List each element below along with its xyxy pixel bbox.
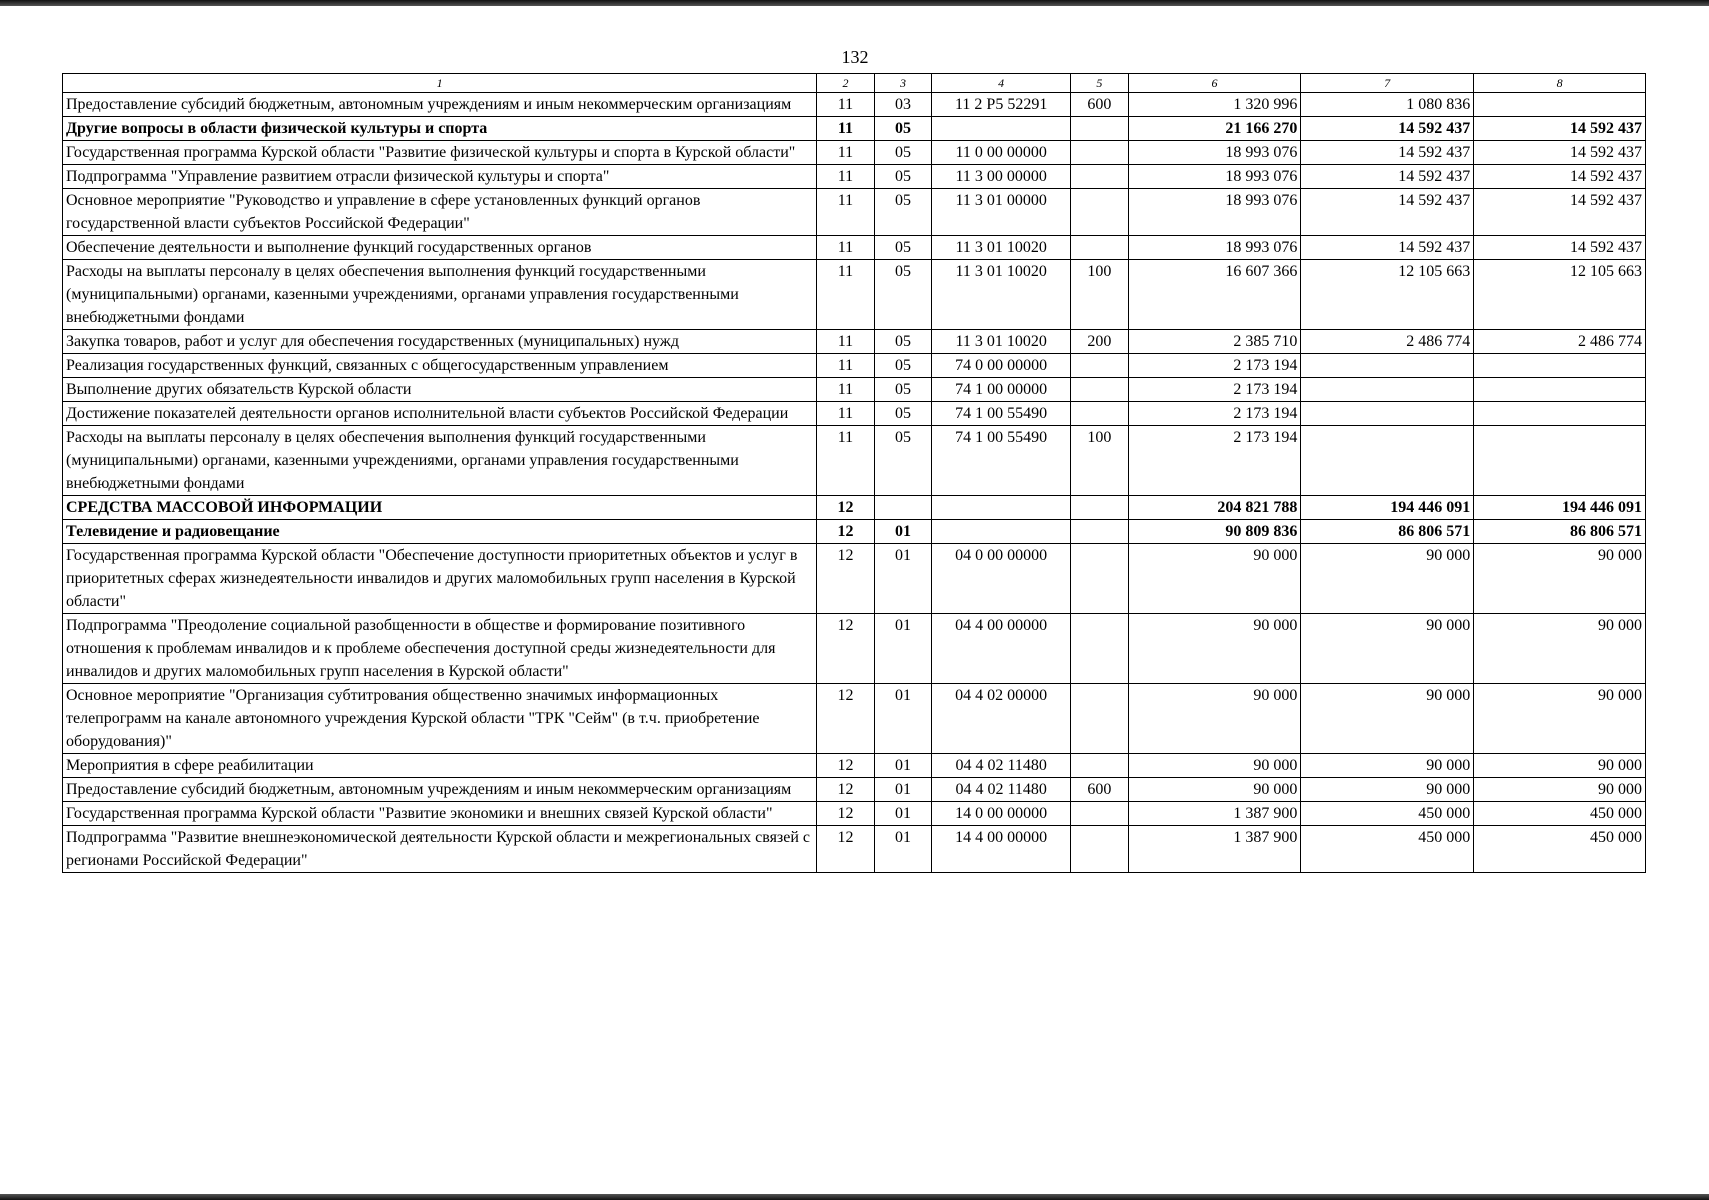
row-name: Предоставление субсидий бюджетным, автономным учреждениям и иным некоммерческим организациям [63, 778, 817, 802]
expense-type-code [1071, 802, 1129, 826]
section-code: 11 [817, 402, 875, 426]
amount-col-7: 90 000 [1301, 778, 1474, 802]
expense-type-code [1071, 614, 1129, 684]
table-row [63, 260, 1646, 330]
expense-type-code: 600 [1071, 93, 1129, 117]
row-name: СРЕДСТВА МАССОВОЙ ИНФОРМАЦИИ [63, 496, 817, 520]
amount-col-8: 450 000 [1474, 802, 1646, 826]
section-code: 12 [817, 826, 875, 873]
row-name: Мероприятия в сфере реабилитации [63, 754, 817, 778]
amount-col-8: 90 000 [1474, 778, 1646, 802]
amount-col-8: 86 806 571 [1474, 520, 1646, 544]
amount-col-7: 14 592 437 [1301, 165, 1474, 189]
section-code: 11 [817, 165, 875, 189]
amount-col-6: 90 000 [1128, 684, 1301, 754]
expense-type-code [1071, 402, 1129, 426]
target-article-code: 74 1 00 55490 [932, 426, 1071, 496]
column-number: 6 [1128, 74, 1301, 93]
section-code: 12 [817, 544, 875, 614]
row-name: Подпрограмма "Управление развитием отрасли физической культуры и спорта" [63, 165, 817, 189]
scan-edge-bottom [0, 1194, 1709, 1200]
subsection-code: 05 [874, 165, 932, 189]
section-code: 11 [817, 378, 875, 402]
amount-col-7: 12 105 663 [1301, 260, 1474, 330]
budget-sheet [62, 73, 1646, 873]
row-name: Другие вопросы в области физической культуры и спорта [63, 117, 817, 141]
subsection-code: 01 [874, 826, 932, 873]
section-code: 12 [817, 496, 875, 520]
amount-col-7: 1 080 836 [1301, 93, 1474, 117]
subsection-code: 01 [874, 802, 932, 826]
target-article-code: 11 3 00 00000 [932, 165, 1071, 189]
amount-col-7: 450 000 [1301, 826, 1474, 873]
row-name: Подпрограмма "Развитие внешнеэкономической деятельности Курской области и межрегиональных связей с регионами Российской Федерации" [63, 826, 817, 873]
row-name: Подпрограмма "Преодоление социальной разобщенности в обществе и формирование позитивного отношения к проблемам инвалидов и к проблеме обеспечения доступной среды жизнедеятельности для инвалидов и других маломобильных групп населения в Курской области" [63, 614, 817, 684]
page-number: 132 [841, 47, 869, 67]
amount-col-7 [1301, 354, 1474, 378]
section-code: 12 [817, 684, 875, 754]
expense-type-code: 100 [1071, 426, 1129, 496]
target-article-code: 11 3 01 10020 [932, 260, 1071, 330]
column-number: 1 [63, 74, 817, 93]
subsection-code: 01 [874, 544, 932, 614]
amount-col-7 [1301, 378, 1474, 402]
table-row [63, 496, 1646, 520]
expense-type-code [1071, 189, 1129, 236]
section-code: 11 [817, 330, 875, 354]
amount-col-6: 1 387 900 [1128, 802, 1301, 826]
subsection-code: 01 [874, 778, 932, 802]
amount-col-6: 1 387 900 [1128, 826, 1301, 873]
amount-col-7 [1301, 426, 1474, 496]
amount-col-8: 90 000 [1474, 544, 1646, 614]
amount-col-8: 90 000 [1474, 614, 1646, 684]
expense-type-code [1071, 826, 1129, 873]
amount-col-6: 2 173 194 [1128, 402, 1301, 426]
table-row [63, 520, 1646, 544]
target-article-code: 04 4 00 00000 [932, 614, 1071, 684]
amount-col-6: 90 000 [1128, 544, 1301, 614]
amount-col-8: 12 105 663 [1474, 260, 1646, 330]
amount-col-7: 86 806 571 [1301, 520, 1474, 544]
amount-col-7: 14 592 437 [1301, 189, 1474, 236]
amount-col-6: 2 173 194 [1128, 426, 1301, 496]
table-row [63, 778, 1646, 802]
expense-type-code: 600 [1071, 778, 1129, 802]
expense-type-code: 100 [1071, 260, 1129, 330]
target-article-code: 11 3 01 00000 [932, 189, 1071, 236]
subsection-code: 01 [874, 754, 932, 778]
expense-type-code [1071, 354, 1129, 378]
target-article-code: 74 1 00 55490 [932, 402, 1071, 426]
table-row [63, 826, 1646, 873]
table-row [63, 117, 1646, 141]
amount-col-7: 14 592 437 [1301, 236, 1474, 260]
table-row [63, 165, 1646, 189]
amount-col-8: 14 592 437 [1474, 236, 1646, 260]
amount-col-7: 90 000 [1301, 684, 1474, 754]
subsection-code: 05 [874, 354, 932, 378]
expense-type-code [1071, 165, 1129, 189]
target-article-code: 11 2 P5 52291 [932, 93, 1071, 117]
subsection-code: 05 [874, 330, 932, 354]
amount-col-6: 21 166 270 [1128, 117, 1301, 141]
table-row [63, 544, 1646, 614]
amount-col-7: 90 000 [1301, 754, 1474, 778]
target-article-code: 11 3 01 10020 [932, 236, 1071, 260]
subsection-code: 01 [874, 520, 932, 544]
row-name: Закупка товаров, работ и услуг для обеспечения государственных (муниципальных) нужд [63, 330, 817, 354]
amount-col-7: 450 000 [1301, 802, 1474, 826]
target-article-code: 14 4 00 00000 [932, 826, 1071, 873]
table-row [63, 402, 1646, 426]
section-code: 11 [817, 117, 875, 141]
expense-type-code [1071, 520, 1129, 544]
amount-col-7: 14 592 437 [1301, 141, 1474, 165]
amount-col-7: 14 592 437 [1301, 117, 1474, 141]
amount-col-6: 18 993 076 [1128, 165, 1301, 189]
row-name: Выполнение других обязательств Курской области [63, 378, 817, 402]
amount-col-8: 450 000 [1474, 826, 1646, 873]
target-article-code: 04 4 02 11480 [932, 778, 1071, 802]
row-name: Обеспечение деятельности и выполнение функций государственных органов [63, 236, 817, 260]
row-name: Государственная программа Курской области "Развитие физической культуры и спорта в Курской области" [63, 141, 817, 165]
target-article-code: 14 0 00 00000 [932, 802, 1071, 826]
column-number: 5 [1071, 74, 1129, 93]
amount-col-6: 2 173 194 [1128, 378, 1301, 402]
table-row [63, 93, 1646, 117]
subsection-code: 03 [874, 93, 932, 117]
section-code: 11 [817, 141, 875, 165]
amount-col-7 [1301, 402, 1474, 426]
amount-col-8: 14 592 437 [1474, 165, 1646, 189]
amount-col-6: 16 607 366 [1128, 260, 1301, 330]
expense-type-code [1071, 236, 1129, 260]
table-row [63, 330, 1646, 354]
section-code: 12 [817, 778, 875, 802]
table-row [63, 754, 1646, 778]
target-article-code [932, 520, 1071, 544]
expense-type-code [1071, 117, 1129, 141]
subsection-code: 05 [874, 378, 932, 402]
amount-col-8 [1474, 354, 1646, 378]
section-code: 11 [817, 93, 875, 117]
amount-col-6: 90 809 836 [1128, 520, 1301, 544]
subsection-code: 05 [874, 402, 932, 426]
column-number: 2 [817, 74, 875, 93]
budget-table [62, 73, 1646, 873]
section-code: 11 [817, 426, 875, 496]
column-number: 8 [1474, 74, 1646, 93]
amount-col-6: 1 320 996 [1128, 93, 1301, 117]
amount-col-8 [1474, 378, 1646, 402]
amount-col-8: 2 486 774 [1474, 330, 1646, 354]
amount-col-6: 204 821 788 [1128, 496, 1301, 520]
amount-col-8: 194 446 091 [1474, 496, 1646, 520]
column-number: 3 [874, 74, 932, 93]
subsection-code [874, 496, 932, 520]
amount-col-7: 90 000 [1301, 614, 1474, 684]
amount-col-6: 18 993 076 [1128, 236, 1301, 260]
table-body [63, 93, 1646, 873]
subsection-code: 05 [874, 260, 932, 330]
row-name: Предоставление субсидий бюджетным, автономным учреждениям и иным некоммерческим организациям [63, 93, 817, 117]
table-row [63, 426, 1646, 496]
row-name: Основное мероприятие "Организация субтитрования общественно значимых информационных телепрограмм на канале автономного учреждения Курской области "ТРК "Сейм" (в т.ч. приобретение оборудования)" [63, 684, 817, 754]
table-row [63, 236, 1646, 260]
target-article-code: 11 0 00 00000 [932, 141, 1071, 165]
column-number: 4 [932, 74, 1071, 93]
target-article-code: 04 4 02 11480 [932, 754, 1071, 778]
expense-type-code [1071, 378, 1129, 402]
table-row [63, 189, 1646, 236]
target-article-code: 11 3 01 10020 [932, 330, 1071, 354]
table-row [63, 684, 1646, 754]
subsection-code: 01 [874, 614, 932, 684]
expense-type-code [1071, 496, 1129, 520]
amount-col-7: 194 446 091 [1301, 496, 1474, 520]
section-code: 12 [817, 614, 875, 684]
target-article-code: 04 0 00 00000 [932, 544, 1071, 614]
row-name: Государственная программа Курской области "Обеспечение доступности приоритетных объектов и услуг в приоритетных сферах жизнедеятельности инвалидов и других маломобильных групп населения в Курской области" [63, 544, 817, 614]
expense-type-code [1071, 544, 1129, 614]
amount-col-6: 18 993 076 [1128, 189, 1301, 236]
amount-col-8: 14 592 437 [1474, 141, 1646, 165]
amount-col-6: 2 385 710 [1128, 330, 1301, 354]
row-name: Расходы на выплаты персоналу в целях обеспечения выполнения функций государственными (муниципальными) органами, казенными учреждениями, органами управления государственными внебюджетными фондами [63, 426, 817, 496]
section-code: 12 [817, 754, 875, 778]
target-article-code: 74 1 00 00000 [932, 378, 1071, 402]
row-name: Достижение показателей деятельности органов исполнительной власти субъектов Российской Федерации [63, 402, 817, 426]
column-number-row [63, 74, 1646, 93]
amount-col-6: 2 173 194 [1128, 354, 1301, 378]
row-name: Основное мероприятие "Руководство и управление в сфере установленных функций органов государственной власти субъектов Российской Федерации" [63, 189, 817, 236]
amount-col-8: 14 592 437 [1474, 117, 1646, 141]
row-name: Реализация государственных функций, связанных с общегосударственным управлением [63, 354, 817, 378]
amount-col-7: 90 000 [1301, 544, 1474, 614]
row-name: Расходы на выплаты персоналу в целях обеспечения выполнения функций государственными (муниципальными) органами, казенными учреждениями, органами управления государственными внебюджетными фондами [63, 260, 817, 330]
amount-col-6: 90 000 [1128, 778, 1301, 802]
expense-type-code [1071, 684, 1129, 754]
amount-col-8: 90 000 [1474, 754, 1646, 778]
amount-col-6: 18 993 076 [1128, 141, 1301, 165]
target-article-code: 74 0 00 00000 [932, 354, 1071, 378]
amount-col-8: 14 592 437 [1474, 189, 1646, 236]
section-code: 12 [817, 520, 875, 544]
expense-type-code [1071, 141, 1129, 165]
amount-col-8 [1474, 426, 1646, 496]
target-article-code [932, 496, 1071, 520]
row-name: Государственная программа Курской области "Развитие экономики и внешних связей Курской области" [63, 802, 817, 826]
amount-col-6: 90 000 [1128, 754, 1301, 778]
amount-col-8 [1474, 402, 1646, 426]
subsection-code: 05 [874, 117, 932, 141]
subsection-code: 01 [874, 684, 932, 754]
section-code: 11 [817, 354, 875, 378]
subsection-code: 05 [874, 141, 932, 165]
section-code: 11 [817, 260, 875, 330]
scan-edge-top [0, 0, 1709, 6]
target-article-code [932, 117, 1071, 141]
section-code: 11 [817, 236, 875, 260]
target-article-code: 04 4 02 00000 [932, 684, 1071, 754]
subsection-code: 05 [874, 426, 932, 496]
subsection-code: 05 [874, 236, 932, 260]
expense-type-code: 200 [1071, 330, 1129, 354]
amount-col-7: 2 486 774 [1301, 330, 1474, 354]
table-row [63, 354, 1646, 378]
amount-col-6: 90 000 [1128, 614, 1301, 684]
table-row [63, 802, 1646, 826]
section-code: 11 [817, 189, 875, 236]
table-row [63, 141, 1646, 165]
section-code: 12 [817, 802, 875, 826]
amount-col-8 [1474, 93, 1646, 117]
table-row [63, 614, 1646, 684]
expense-type-code [1071, 754, 1129, 778]
table-row [63, 378, 1646, 402]
row-name: Телевидение и радиовещание [63, 520, 817, 544]
subsection-code: 05 [874, 189, 932, 236]
amount-col-8: 90 000 [1474, 684, 1646, 754]
column-number: 7 [1301, 74, 1474, 93]
